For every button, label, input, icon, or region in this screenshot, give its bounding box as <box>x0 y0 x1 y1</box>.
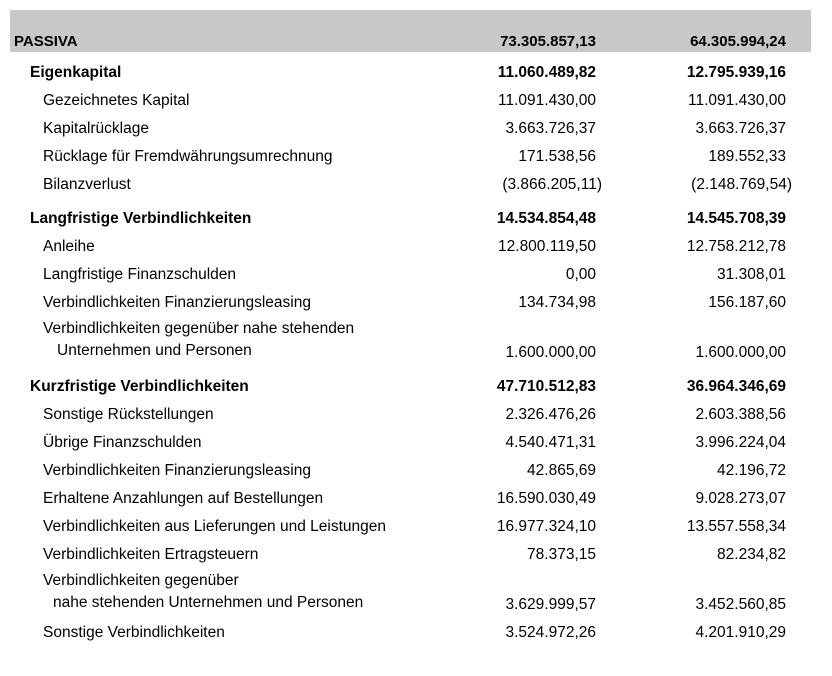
line-item-label: Erhaltene Anzahlungen auf Bestellungen <box>43 490 324 507</box>
line-item-row <box>10 316 811 366</box>
line-item-row <box>10 484 811 512</box>
line-item-label: Kapitalrücklage <box>43 120 149 137</box>
section-title: Langfristige Verbindlichkeiten <box>30 210 252 227</box>
line-item-value-prior: 3.996.224,04 <box>695 434 786 451</box>
line-item-value-current: 3.629.999,57 <box>505 596 596 613</box>
line-item-label: Sonstige Rückstellungen <box>43 406 214 423</box>
line-item-label: Verbindlichkeiten Finanzierungsleasing <box>43 462 311 479</box>
line-item-value-prior: 156.187,60 <box>708 294 786 311</box>
balance-sheet-passiva <box>10 10 811 646</box>
line-item-value-prior: 189.552,33 <box>708 148 786 165</box>
passiva-value-current: 73.305.857,13 <box>500 33 596 50</box>
line-item-label: Gezeichnetes Kapital <box>43 92 190 109</box>
section-row-eigenkapital <box>10 52 811 86</box>
line-item-row <box>10 86 811 114</box>
line-item-row <box>10 142 811 170</box>
line-item-value-current: 16.590.030,49 <box>496 490 596 507</box>
section-value-current: 11.060.489,82 <box>497 64 596 81</box>
section-value-prior: 36.964.346,69 <box>686 378 786 395</box>
line-item-row <box>10 540 811 568</box>
line-item-label-line-2: Unternehmen und Personen <box>57 342 252 359</box>
line-item-label: Bilanzverlust <box>43 176 131 193</box>
line-item-value-current: 78.373,15 <box>527 546 596 563</box>
line-item-row <box>10 456 811 484</box>
passiva-value-prior: 64.305.994,24 <box>690 33 786 50</box>
section-row-kurzfristige-verbindlichkeiten <box>10 366 811 400</box>
line-item-value-prior: 3.452.560,85 <box>695 596 786 613</box>
section-row-langfristige-verbindlichkeiten <box>10 198 811 232</box>
line-item-label: Verbindlichkeiten Finanzierungsleasing <box>43 294 311 311</box>
line-item-value-current: 3.524.972,26 <box>505 624 596 641</box>
line-item-row <box>10 232 811 260</box>
line-item-value-current: 0,00 <box>565 266 596 283</box>
passiva-label: PASSIVA <box>14 33 78 50</box>
line-item-value-prior: 31.308,01 <box>717 266 786 283</box>
line-item-label: Langfristige Finanzschulden <box>43 266 237 283</box>
line-item-value-current: 171.538,56 <box>518 148 596 165</box>
line-item-label-line-2: nahe stehenden Unternehmen und Personen <box>53 594 364 611</box>
line-item-value-prior: 3.663.726,37 <box>695 120 786 137</box>
line-item-row <box>10 512 811 540</box>
line-item-label: Rücklage für Fremdwährungsumrechnung <box>43 148 333 165</box>
line-item-label: Verbindlichkeiten Ertragsteuern <box>43 546 259 563</box>
line-item-value-current: (3.866.205,11) <box>502 176 602 193</box>
line-item-row <box>10 618 811 646</box>
line-item-label <box>43 570 363 614</box>
line-item-value-prior: 9.028.273,07 <box>695 490 786 507</box>
section-value-prior: 12.795.939,16 <box>686 64 786 81</box>
line-item-label: Verbindlichkeiten aus Lieferungen und Leistungen <box>43 518 386 535</box>
line-item-value-prior: 1.600.000,00 <box>695 344 786 361</box>
line-item-value-prior: 12.758.212,78 <box>686 238 786 255</box>
line-item-value-prior: 4.201.910,29 <box>695 624 786 641</box>
line-item-value-current: 3.663.726,37 <box>505 120 596 137</box>
line-item-row <box>10 260 811 288</box>
line-item-row <box>10 568 811 618</box>
line-item-value-prior: 2.603.388,56 <box>695 406 786 423</box>
line-item-row <box>10 428 811 456</box>
line-item-value-current: 2.326.476,26 <box>505 406 596 423</box>
section-value-prior: 14.545.708,39 <box>686 210 786 227</box>
section-title: Eigenkapital <box>30 64 122 81</box>
passiva-header-row <box>10 10 811 52</box>
section-value-current: 14.534.854,48 <box>496 210 596 227</box>
line-item-value-current: 42.865,69 <box>527 462 596 479</box>
line-item-row <box>10 114 811 142</box>
line-item-value-current: 134.734,98 <box>518 294 596 311</box>
line-item-label: Anleihe <box>43 238 95 255</box>
line-item-label: Sonstige Verbindlichkeiten <box>43 624 225 641</box>
line-item-value-current: 12.800.119,50 <box>498 238 596 255</box>
line-item-label <box>43 318 354 362</box>
line-item-value-current: 4.540.471,31 <box>505 434 596 451</box>
line-item-value-prior: 11.091.430,00 <box>688 92 786 109</box>
line-item-label: Übrige Finanzschulden <box>43 434 202 451</box>
line-item-value-current: 1.600.000,00 <box>505 344 596 361</box>
line-item-value-prior: 13.557.558,34 <box>686 518 786 535</box>
line-item-row <box>10 400 811 428</box>
section-value-current: 47.710.512,83 <box>496 378 596 395</box>
line-item-value-prior: 82.234,82 <box>717 546 786 563</box>
line-item-row <box>10 288 811 316</box>
line-item-value-prior: 42.196,72 <box>717 462 786 479</box>
line-item-row <box>10 170 811 198</box>
line-item-label-line-1: Verbindlichkeiten gegenüber nahe stehenden <box>43 320 355 337</box>
section-title: Kurzfristige Verbindlichkeiten <box>30 378 249 395</box>
line-item-value-prior: (2.148.769,54) <box>691 176 792 193</box>
line-item-label-line-1: Verbindlichkeiten gegenüber <box>43 572 239 589</box>
line-item-value-current: 16.977.324,10 <box>496 518 596 535</box>
line-item-value-current: 11.091.430,00 <box>498 92 596 109</box>
